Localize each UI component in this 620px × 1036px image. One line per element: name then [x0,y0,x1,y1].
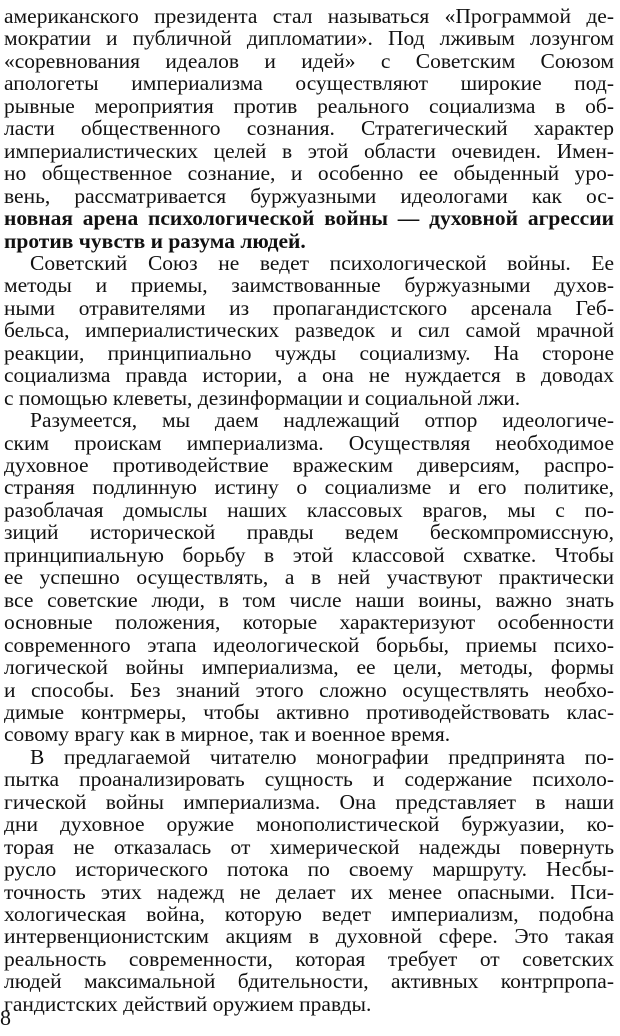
text-line: Советский Союз не ведет психологической войны. Ее [30,250,614,275]
text-line: логической войны империализма, ее цели, методы, формы [4,655,614,680]
text-line: все советские люди, в том числе наши воины, важно знать [4,587,614,612]
text-line: принципиальную борьбу в этой классовой схватке. Чтобы [4,542,614,567]
text-line: с помощью клеветы, дезинформации и социальной лжи. [4,385,521,410]
text-line: разоблачая домыслы наших классовых врагов, мы с по- [4,497,614,522]
text-line: людей максимальной бдительности, активных контрпропа- [4,969,614,994]
text-line: против чувств и разума людей. [4,228,306,253]
text-line: но общественное сознание, и особенно ее обыденный уро- [4,161,614,186]
text-line: гандистских действий оружием правды. [4,991,372,1016]
text-line: бельса, империалистических разведок и сил самой мрачной [4,318,614,343]
text-line: ским проискам империализма. Осуществляя необходимое [4,430,614,455]
text-line: страняя подлинную истину о социализме и его политике, [4,475,614,500]
text-line: реальность современности, которая требует от советских [4,946,614,971]
text-line: гической войны империализма. Она представляет в наши [4,789,614,814]
text-line: точность этих надежд не делает их менее опасными. Пси- [4,879,614,904]
text-line: социализма правда истории, а она не нуждается в доводах [4,363,614,388]
book-page [4,0,614,1036]
text-line: «соревнования идеалов и идей» с Советским Союзом [4,48,614,73]
text-line: рывные мероприятия против реального социализма в об- [4,93,614,118]
text-line: димые контрмеры, чтобы активно противодействовать клас- [4,699,614,724]
text-line: зиций исторической правды ведем бескомпромиссную, [4,520,614,545]
text-line: основные положения, которые характеризуют особенности [4,610,614,635]
page-number: 8 [0,1005,11,1030]
text-line: пытка проанализировать сущность и содержание психоло- [4,767,614,792]
text-line: русло исторического потока по своему маршруту. Несбы- [4,857,614,882]
text-line: торая не отказалась от химерической надежды повернуть [4,834,614,859]
text-line: совому врагу как в мирное, так и военное время. [4,722,451,747]
text-line: новная арена психологической войны — духовной агрессии [4,206,614,231]
text-line: реакции, принципиально чужды социализму. На стороне [4,340,614,365]
text-line: интервенционистским акциям в духовной сфере. Это такая [4,924,614,949]
text-line: американского президента стал называться «Программой де- [4,4,614,28]
text-line: вень, рассматривается буржуазными идеологами как ос- [4,183,614,208]
text-line: ными отравителями из пропагандистского арсенала Геб- [4,295,614,320]
text-line: современного этапа идеологической борьбы, приемы психо- [4,632,614,657]
text-line: апологеты империализма осуществляют широкие под- [4,71,614,96]
text-line: хологическая война, которую ведет империализм, подобна [4,902,614,926]
text-line: методы и приемы, заимствованные буржуазными духов- [4,273,614,298]
text-line: и способы. Без знаний этого сложно осуществлять необхо- [4,677,614,702]
text-line: Разумеется, мы даем надлежащий отпор идеологиче- [30,408,614,433]
text-line: дни духовное оружие монополистической буржуазии, ко- [4,812,614,837]
text-line: империалистических целей в этой области очевиден. Имен- [4,138,614,163]
text-line: духовное противодействие вражеским диверсиям, распро- [4,453,614,477]
text-line: мократии и публичной дипломатии». Под лживым лозунгом [4,26,614,51]
text-line: ее успешно осуществлять, а в ней участвуют практически [4,565,614,590]
text-line: В предлагаемой читателю монографии предпринята по- [30,744,614,769]
text-line: ласти общественного сознания. Стратегический характер [4,116,614,141]
